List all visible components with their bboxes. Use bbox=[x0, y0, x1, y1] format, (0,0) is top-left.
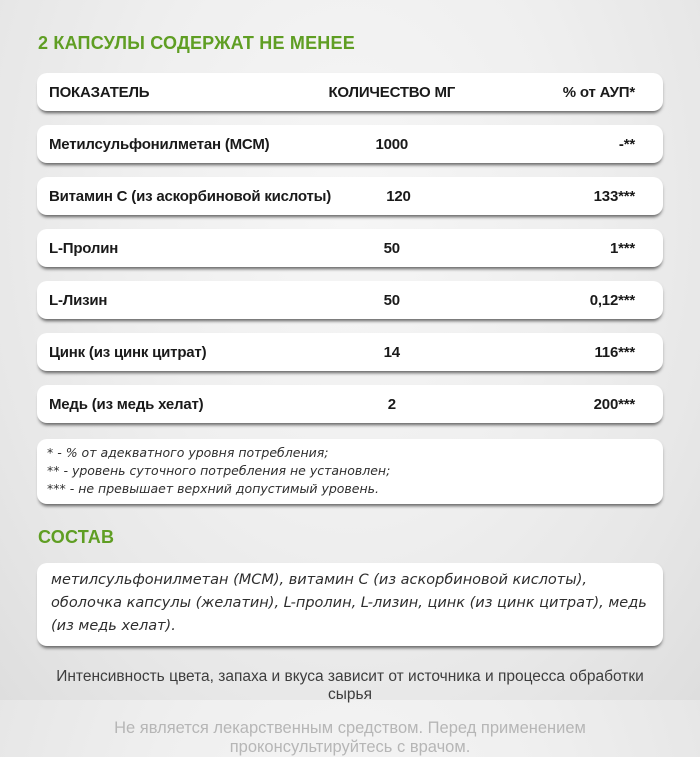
row-name: Метилсульфонилметан (МСМ) bbox=[49, 135, 270, 153]
row-percent: 116*** bbox=[594, 343, 635, 361]
disclaimer-note: Не является лекарственным средством. Перед применением проконсультируйтесь с врачом. bbox=[114, 719, 586, 756]
row-amount: 1000 bbox=[375, 135, 409, 153]
row-name: Цинк (из цинк цитрат) bbox=[49, 343, 207, 361]
row-percent: -** bbox=[618, 135, 635, 153]
row-amount: 50 bbox=[383, 291, 400, 309]
table-row bbox=[37, 333, 663, 371]
row-amount: 14 bbox=[383, 343, 400, 361]
row-percent: 0,12*** bbox=[589, 291, 635, 309]
row-name: L-Лизин bbox=[49, 291, 108, 309]
composition-text: метилсульфонилметан (МСМ), витамин С (из аскорбиновой кислоты), оболочка капсулы (желатин), L-пролин, L-лизин, цинк (из цинк цитрат), медь (из медь хелат). bbox=[51, 572, 647, 634]
row-percent: 1*** bbox=[609, 239, 635, 257]
table-row bbox=[37, 281, 663, 319]
row-name: L-Пролин bbox=[49, 239, 119, 257]
intensity-note: Интенсивность цвета, запаха и вкуса зависит от источника и процесса обработки сырья bbox=[56, 668, 644, 703]
row-amount: 2 bbox=[387, 395, 396, 413]
column-header-indicator: ПОКАЗАТЕЛЬ bbox=[49, 83, 150, 101]
footnote-line: ** - уровень суточного потребления не установлен; bbox=[47, 463, 391, 478]
column-header-amount: КОЛИЧЕСТВО МГ bbox=[328, 83, 456, 101]
footnotes-card bbox=[37, 439, 663, 504]
page-title: 2 КАПСУЛЫ СОДЕРЖАТ НЕ МЕНЕЕ bbox=[38, 33, 355, 53]
row-amount: 50 bbox=[383, 239, 400, 257]
row-percent: 133*** bbox=[593, 187, 635, 205]
column-header-percent: % от АУП* bbox=[562, 83, 635, 101]
table-row bbox=[37, 125, 663, 163]
row-name: Витамин С (из аскорбиновой кислоты) bbox=[49, 187, 332, 205]
footnote-line: *** - не превышает верхний допустимый уровень. bbox=[47, 481, 379, 496]
composition-heading: СОСТАВ bbox=[38, 527, 115, 547]
table-row bbox=[37, 229, 663, 267]
table-row bbox=[37, 177, 663, 215]
table-row bbox=[37, 385, 663, 423]
table-header-row bbox=[37, 73, 663, 111]
footnote-line: * - % от адекватного уровня потребления; bbox=[47, 445, 329, 460]
composition-card bbox=[37, 563, 663, 646]
row-amount: 120 bbox=[386, 187, 411, 205]
row-percent: 200*** bbox=[593, 395, 635, 413]
row-name: Медь (из медь хелат) bbox=[49, 395, 204, 413]
